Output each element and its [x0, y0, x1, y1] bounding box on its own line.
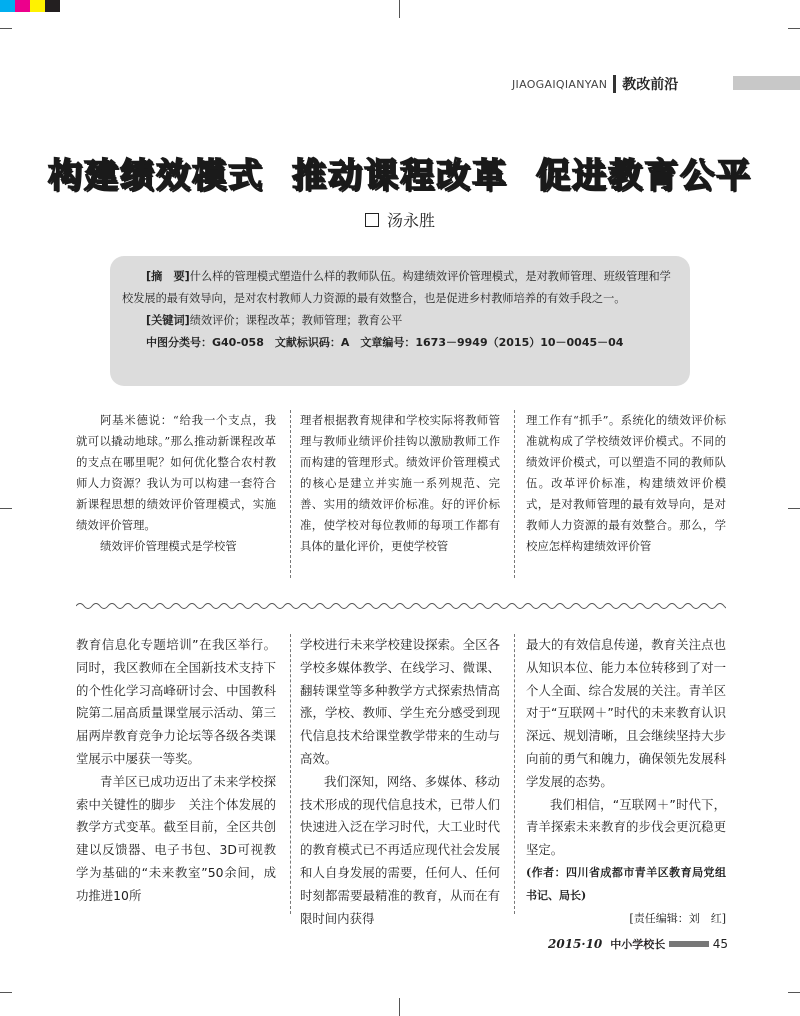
keywords-label: [关键词] — [146, 314, 190, 327]
page-footer — [548, 934, 728, 954]
author-line — [0, 208, 800, 231]
crop-mark — [0, 992, 12, 993]
crop-mark — [399, 998, 400, 1016]
section-header — [512, 74, 678, 94]
upper-column-3 — [526, 410, 726, 557]
title-part-3: 促进教育公平 — [536, 156, 752, 196]
crop-mark — [788, 28, 800, 29]
footer-bar — [669, 941, 708, 947]
abstract-box — [110, 256, 690, 386]
cyan-swatch — [0, 0, 15, 12]
paragraph: 理工作有“抓手”。系统化的绩效评价标准就构成了学校绩效评价模式。不同的绩效评价模式，可以塑造不同的教师队伍。改革评价标准，构建绩效评价模式，是对教师管理的最有效导向，是对教师人力资源的最有效整合。那么，学校应怎样构建绩效评价管 — [526, 413, 726, 553]
paragraph: 青羊区已成功迈出了未来学校探索中关键性的脚步 关注个体发展的教学方式变革。截至目前，全区共创建以反馈器、电子书包、3D可视教学为基础的“未来教室”50余间，成功推进10所 — [76, 773, 276, 903]
column-divider — [290, 634, 291, 914]
upper-column-1 — [76, 410, 276, 557]
black-swatch — [45, 0, 60, 12]
author-note: (作者：四川省成都市青羊区教育局党组书记、局长) — [526, 865, 726, 902]
paragraph: 绩效评价管理模式是学校管 — [100, 539, 237, 553]
magazine-name: 中小学校长 — [610, 938, 666, 951]
paragraph: 我们相信，“互联网＋”时代下，青羊探索未来教育的步伐会更沉稳更坚定。 — [526, 796, 726, 858]
article-title — [0, 148, 800, 197]
crop-mark — [399, 0, 400, 18]
paragraph: 最大的有效信息传递，教育关注点也从知识本位、能力本位转移到了对一个人全面、综合发展的关注。青羊区对于“互联网＋”时代的未来教育认识深远、规划清晰，且会继续坚持大步向前的勇气和魄力，确保领先发展科学发展的态势。 — [526, 637, 726, 789]
upper-column-2 — [300, 410, 500, 557]
page-number: 45 — [712, 937, 728, 951]
title-part-2: 推动课程改革 — [292, 156, 508, 196]
magenta-swatch — [15, 0, 30, 12]
section-name: 教改前沿 — [622, 77, 679, 93]
title-part-1: 构建绩效模式 — [48, 156, 264, 196]
paragraph: 学校进行未来学校建设探索。全区各学校多媒体教学、在线学习、微课、翻转课堂等多种教学方式探索热情高涨，学校、教师、学生充分感受到现代信息技术给课堂教学带来的生动与高效。 — [300, 637, 500, 766]
yellow-swatch — [30, 0, 45, 12]
column-divider — [514, 410, 515, 578]
lower-column-1 — [76, 634, 276, 908]
header-grey-strip — [733, 76, 800, 90]
author-box-icon — [365, 213, 379, 227]
wavy-separator — [76, 600, 726, 612]
crop-mark — [788, 508, 800, 509]
issue-date: 2015·10 — [548, 937, 603, 951]
keywords-text: 绩效评价；课程改革；教师管理；教育公平 — [189, 314, 403, 327]
paragraph: 阿基米德说：“给我一个支点，我就可以撬动地球。”那么推动新课程改革的支点在哪里呢？如何优化整合农村教师人力资源？我认为可以构建一套符合新课程思想的绩效评价管理模式，实施绩效评价管理。 — [76, 413, 276, 532]
paragraph: 我们深知，网络、多媒体、移动技术形成的现代信息技术，已带人们快速进入泛在学习时代，大工业时代的教育模式已不再适应现代社会发展和人自身发展的需要，任何人、任何时刻都需要最精准的教育，从而在有限时间内获得 — [300, 773, 500, 926]
crop-mark — [788, 992, 800, 993]
summary-label: [摘 要] — [146, 270, 190, 283]
crop-mark — [0, 508, 12, 509]
section-pinyin: JIAOGAIQIANYAN — [512, 77, 608, 91]
paragraph: 教育信息化专题培训”在我区举行。同时，我区教师在全国新技术支持下的个性化学习高峰研讨会、中国教科院第二届高质量课堂展示活动、第三届两岸教育竞争力论坛等各级各类课堂展示中屡获一等奖。 — [76, 637, 276, 766]
summary-text: 什么样的管理模式塑造什么样的教师队伍。构建绩效评价管理模式，是对教师管理、班级管理和学校发展的最有效导向，是对农村教师人力资源的最有效整合，也是促进乡村教师培养的有效手段之一。 — [122, 270, 671, 305]
column-divider — [514, 634, 515, 914]
classification-line: 中图分类号：G40-058 文献标识码：A 文章编号：1673－9949（2015）10－0045－04 — [146, 336, 624, 349]
abstract-summary — [122, 266, 678, 310]
lower-column-3 — [526, 634, 726, 930]
column-divider — [290, 410, 291, 578]
section-divider — [613, 75, 616, 93]
color-registration-strip — [0, 0, 60, 12]
abstract-keywords — [122, 310, 678, 332]
lower-column-2 — [300, 634, 500, 930]
author-name: 汤永胜 — [386, 211, 435, 230]
crop-mark — [0, 28, 12, 29]
editor-credit: [责任编辑：刘 红] — [629, 911, 726, 925]
paragraph: 理者根据教育规律和学校实际将教师管理与教师业绩评价挂钩以激励教师工作而构建的管理形式。绩效评价管理模式的核心是建立并实施一系列规范、完善、实用的绩效评价标准。好的评价标准，使学校对每位教师的每项工作都有具体的量化评价，更使学校管 — [300, 413, 500, 553]
